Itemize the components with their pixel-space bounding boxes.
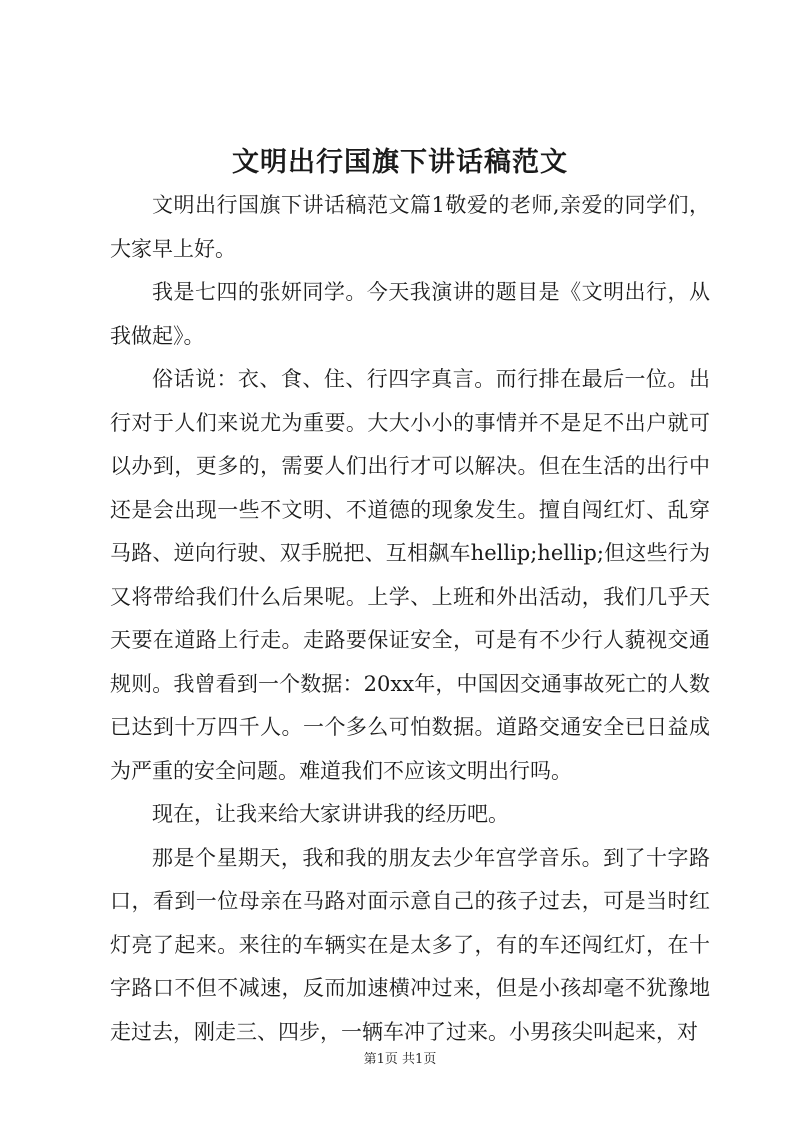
paragraph-main-argument: 俗话说：衣、食、住、行四字真言。而行排在最后一位。出行对于人们来说尤为重要。大大小小的事情并不是足不出户就可以办到，更多的，需要人们出行才可以解决。但在生活的出行中还是会出现一些不文明、不道德的现象发生。擅自闯红灯、乱穿马路、逆向行驶、双手脱把、互相飙车hellip;hellip;但这些行为又将带给我们什么后果呢。上学、上班和外出活动，我们几乎天天要在道路上行走。走路要保证安全，可是有不少行人藐视交通规则。我曾看到一个数据：20xx年，中国因交通事故死亡的人数已达到十万四千人。一个多么可怕数据。道路交通安全已日益成为严重的安全问题。难道我们不应该文明出行吗。	[110, 367, 710, 783]
paragraph-greeting: 文明出行国旗下讲话稿范文篇1敬爱的老师,亲爱的同学们，大家早上好。	[110, 193, 710, 261]
paragraph-story: 那是个星期天，我和我的朋友去少年宫学音乐。到了十字路口，看到一位母亲在马路对面示意自己的孩子过去，可是当时红灯亮了起来。来往的车辆实在是太多了，有的车还闯红灯，在十字路口不但不减速，反而加速横冲过来，但是小孩却毫不犹豫地走过去，刚走三、四步，一辆车冲了过来。小男孩尖叫起来，对	[110, 845, 710, 1044]
paragraph-transition: 现在，让我来给大家讲讲我的经历吧。	[152, 802, 509, 826]
document-body	[110, 184, 710, 1054]
page-number-footer: 第1页 共1页	[363, 1052, 437, 1067]
paragraph-introduction: 我是七四的张妍同学。今天我演讲的题目是《文明出行，从我做起》。	[110, 280, 710, 348]
document-title: 文明出行国旗下讲话稿范文	[232, 147, 568, 178]
